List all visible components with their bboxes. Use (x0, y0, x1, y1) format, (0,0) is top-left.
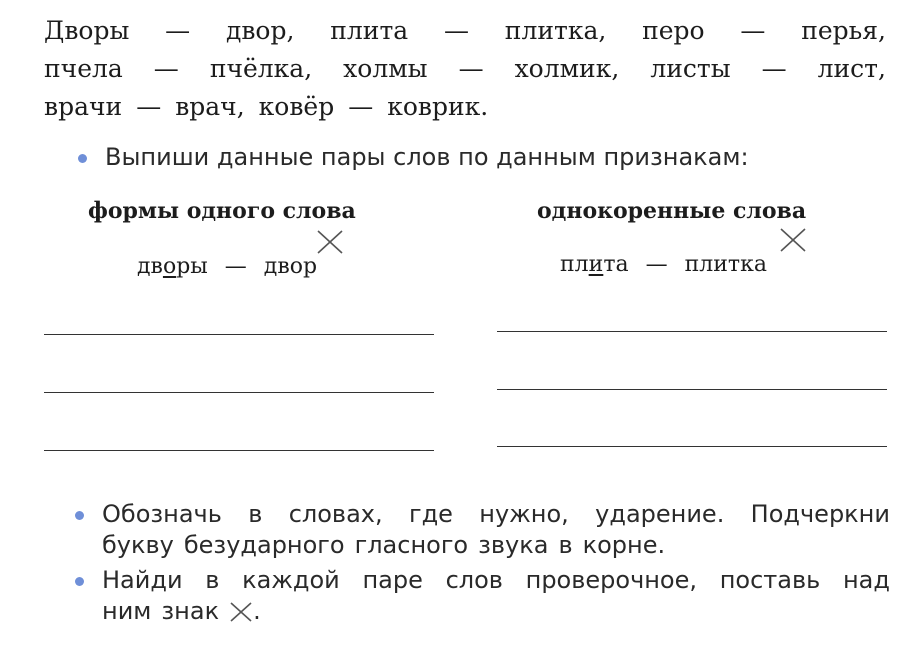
word-line-3: врачи — врач, ковёр — коврик. (44, 92, 489, 121)
instruction: Выпиши данные пары слов по данным признакам: (105, 143, 749, 171)
answer-line[interactable] (44, 450, 434, 451)
cross-mark-icon (317, 230, 343, 254)
column-heading-right: однокоренные слова (537, 198, 807, 224)
bullet-icon (75, 511, 84, 520)
column-heading-left: формы одного слова (88, 198, 356, 224)
word-line-2: пчела — пчёлка, холмы — холмик, листы — лист, (44, 54, 886, 83)
task-check-word: Найди в каждой паре слов проверочное, поставь над ним знак . (102, 565, 890, 627)
underlined-vowel: о (162, 254, 177, 279)
example-pair-left: дворы — двор (137, 254, 318, 279)
bullet-icon (75, 577, 84, 586)
word-pairs-text (44, 12, 886, 126)
answer-line[interactable] (44, 334, 434, 335)
answer-line[interactable] (497, 446, 887, 447)
bullet-icon (78, 154, 87, 163)
answer-line[interactable] (44, 392, 434, 393)
underlined-vowel: и (588, 252, 604, 277)
example-pair-right: плита — плитка (560, 252, 767, 277)
cross-mark-icon (780, 228, 806, 252)
cross-mark-icon (229, 601, 253, 623)
task-stress: Обозначь в словах, где нужно, ударение. Подчеркни букву безударного гласного звука в корне. (102, 499, 890, 561)
answer-line[interactable] (497, 331, 887, 332)
answer-line[interactable] (497, 389, 887, 390)
word-line-1: Дворы — двор, плита — плитка, перо — перья, (44, 16, 886, 45)
